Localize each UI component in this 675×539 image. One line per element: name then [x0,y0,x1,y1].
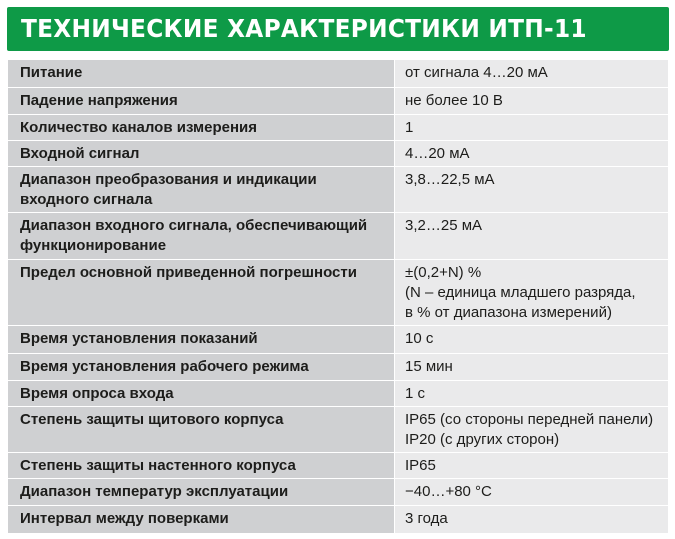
spec-table [7,59,669,534]
param-label: Степень защиты щитового корпуса [8,407,395,453]
param-label: Интервал между поверками [8,506,395,534]
param-label: Время установления рабочего режима [8,354,395,381]
value-line: 3 года [405,510,448,527]
value-line: 15 мин [405,358,453,375]
value-line: ±(0,2+N) % [405,264,482,281]
table-row [8,453,669,479]
param-label: Количество каналов измерения [8,115,395,141]
param-value [395,381,669,407]
param-value [395,60,669,88]
table-row [8,260,669,326]
table-row [8,167,669,213]
param-value [395,141,669,167]
table-row [8,506,669,534]
param-value [395,354,669,381]
table-row [8,60,669,88]
table-row [8,326,669,354]
spec-card [7,7,669,533]
value-line: (N – единица младшего разряда, [405,284,636,301]
page-title: ТЕХНИЧЕСКИЕ ХАРАКТЕРИСТИКИ ИТП-11 [21,14,587,43]
param-value [395,407,669,453]
value-line: от сигнала 4…20 мА [405,64,548,81]
param-value [395,115,669,141]
table-row [8,407,669,453]
param-label: Питание [8,60,395,88]
title-bar [7,7,669,51]
param-value [395,213,669,260]
value-line: не более 10 В [405,92,503,109]
value-line: 3,8…22,5 мА [405,171,495,188]
table-row [8,115,669,141]
param-value [395,506,669,534]
param-value [395,88,669,115]
value-line: IP65 [405,457,436,474]
param-value [395,167,669,213]
param-label: Диапазон температур эксплуатации [8,479,395,506]
spec-table-body [8,60,669,534]
value-line: 1 с [405,385,426,402]
param-value [395,453,669,479]
param-value [395,260,669,326]
param-value [395,479,669,506]
param-label: Степень защиты настенного корпуса [8,453,395,479]
param-label: Падение напряжения [8,88,395,115]
param-label: Время установления показаний [8,326,395,354]
table-row [8,213,669,260]
table-row [8,381,669,407]
value-line: 10 с [405,330,434,347]
value-line: 4…20 мА [405,145,470,162]
param-label: Диапазон входного сигнала, обеспечивающий функционирование [8,213,395,260]
table-row [8,141,669,167]
value-line: IP20 (с других сторон) [405,431,560,448]
value-line: IP65 (со стороны передней панели) [405,411,654,428]
param-label: Входной сигнал [8,141,395,167]
value-line: −40…+80 °С [405,483,492,500]
table-row [8,88,669,115]
value-line: 3,2…25 мА [405,217,483,234]
param-label: Время опроса входа [8,381,395,407]
param-value [395,326,669,354]
param-label: Диапазон преобразования и индикации входного сигнала [8,167,395,213]
table-row [8,354,669,381]
table-row [8,479,669,506]
value-line: 1 [405,119,414,136]
value-line: в % от диапазона измерений) [405,304,612,321]
param-label: Предел основной приведенной погрешности [8,260,395,326]
